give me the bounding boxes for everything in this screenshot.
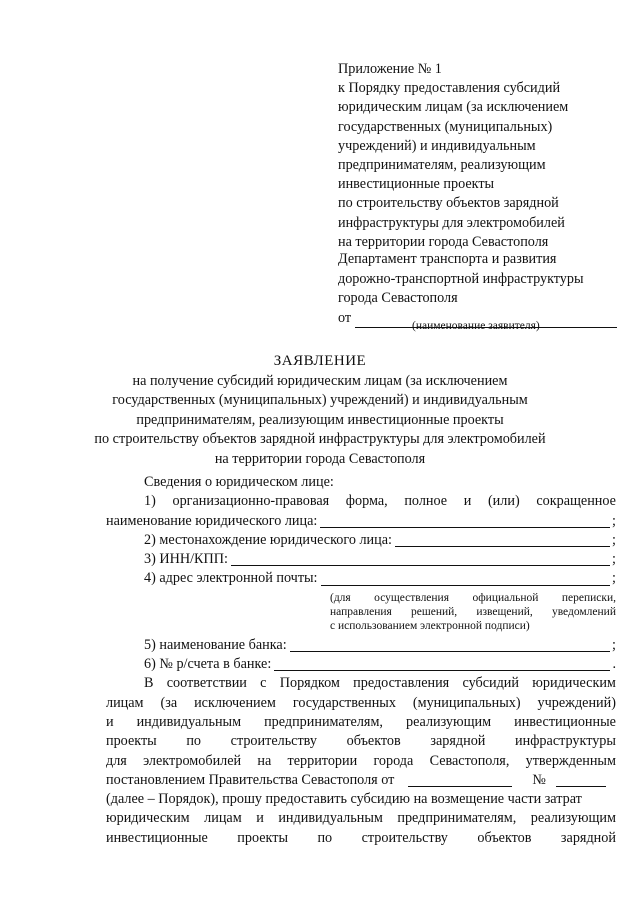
paragraph-line <box>106 732 616 751</box>
word: по <box>186 733 202 750</box>
word: соответствии <box>166 675 247 692</box>
document-title: ЗАЯВЛЕНИЕ <box>273 353 367 369</box>
word: проекты <box>106 733 157 750</box>
appendix-line: по строительству объектов зарядной <box>338 195 559 212</box>
word: решений, <box>411 605 458 618</box>
field-label: 5) наименование банка: <box>144 636 287 653</box>
subtitle-line: по строительству объектов зарядной инфраструктуры для электромобилей <box>94 431 546 448</box>
word: индивидуальным <box>278 810 383 827</box>
addressee-block <box>338 250 628 328</box>
word: лицам <box>204 810 242 827</box>
bank-name-field[interactable] <box>290 638 610 652</box>
subtitle-line: государственных (муниципальных) учреждений) и индивидуальным <box>112 392 528 409</box>
appendix-line: юридическим лицам (за исключением <box>338 99 569 116</box>
word: предоставления <box>353 675 450 692</box>
word: электромобилей <box>143 752 242 769</box>
word: (или) <box>487 493 520 510</box>
word: предпринимателям, <box>397 810 517 827</box>
field-label: наименование юридического лица: <box>106 512 318 529</box>
email-hint <box>106 591 616 633</box>
item-1-cont <box>106 512 616 531</box>
word: утвержденным <box>525 752 616 769</box>
field-label: 4) адрес электронной почты: <box>144 570 318 587</box>
word: полное <box>404 493 448 510</box>
word: исключением <box>194 694 276 711</box>
word: форма, <box>345 493 388 510</box>
addressee-line: дорожно-транспортной инфраструктуры <box>338 270 584 287</box>
paragraph-line <box>106 829 616 848</box>
word: осуществления <box>374 591 450 604</box>
word: зарядной <box>430 733 486 750</box>
addressee-line: города Севастополя <box>338 290 458 307</box>
word: объектов <box>477 829 532 846</box>
item-6 <box>106 655 616 674</box>
section-label-text: Сведения о юридическом лице: <box>144 474 334 490</box>
location-field[interactable] <box>395 533 610 547</box>
applicant-hint: (наименование заявителя) <box>412 320 540 332</box>
word: государственных <box>292 694 396 711</box>
appendix-line: на территории города Севастополя <box>338 233 549 250</box>
word: Севастополя, <box>429 752 510 769</box>
field-label: 2) местонахождение юридического лица: <box>144 531 392 548</box>
text: (далее – Порядок), прошу предоставить субсидию на возмещение части затрат <box>106 791 582 808</box>
word: (муниципальных) <box>412 694 521 711</box>
word: предпринимателям, <box>264 713 383 730</box>
word: объектов <box>346 733 401 750</box>
word: юридическим <box>532 675 616 692</box>
word: территории <box>287 752 358 769</box>
appendix-line: инфраструктуры для электромобилей <box>338 214 565 231</box>
decree-date-field[interactable] <box>408 773 512 787</box>
field-label: 6) № р/счета в банке: <box>144 656 272 673</box>
punct: ; <box>612 551 616 568</box>
addressee-line: Департамент транспорта и развития <box>338 251 557 267</box>
word: (для <box>330 591 351 604</box>
decree-number-field[interactable] <box>556 773 606 787</box>
paragraph-line <box>106 809 616 828</box>
word: с <box>260 675 267 692</box>
word: строительству <box>361 829 448 846</box>
word: организационно-правовая <box>172 493 330 510</box>
appendix-line: учреждений) и индивидуальным <box>338 137 536 154</box>
subtitle-line: на территории города Севастополя <box>214 450 426 467</box>
subtitle-line: предпринимателям, реализующим инвестиционные проекты <box>136 411 504 428</box>
word: юридическим <box>106 810 190 827</box>
appendix-line: к Порядку предоставления субсидий <box>338 80 561 97</box>
punct: ; <box>612 512 616 529</box>
appendix-line: Приложение № 1 <box>338 61 442 77</box>
paragraph-line <box>106 790 616 809</box>
item-4 <box>106 569 616 588</box>
paragraph-line <box>106 694 616 713</box>
document-subtitle <box>0 372 640 469</box>
inn-kpp-field[interactable] <box>231 552 610 566</box>
word: сокращенное <box>536 493 616 510</box>
word: инфраструктуры <box>515 733 616 750</box>
word: инвестиционные <box>514 713 616 730</box>
word: города <box>373 752 414 769</box>
punct: ; <box>612 531 616 548</box>
word: и <box>106 713 114 730</box>
appendix-line: инвестиционные проекты <box>338 176 495 193</box>
word: субсидий <box>462 675 519 692</box>
application-form <box>106 473 616 848</box>
field-label: 3) ИНН/КПП: <box>144 551 228 568</box>
word: учреждений) <box>537 694 616 711</box>
word: уведомлений <box>551 605 616 618</box>
word: В <box>144 675 154 692</box>
word: лицам <box>106 694 144 711</box>
hint-line: с использованием электронной подписи) <box>330 619 530 632</box>
word: направления <box>330 605 392 618</box>
word: по <box>317 829 333 846</box>
item-5 <box>106 636 616 655</box>
word: на <box>257 752 272 769</box>
from-label: от <box>338 309 352 326</box>
paragraph-line <box>106 752 616 771</box>
email-field[interactable] <box>321 572 611 586</box>
item-1-line <box>106 492 616 511</box>
paragraph-line <box>106 674 616 693</box>
appendix-line: государственных (муниципальных) <box>338 118 553 135</box>
punct: ; <box>612 570 616 587</box>
item-2 <box>106 531 616 550</box>
punct: . <box>612 656 616 673</box>
item-3 <box>106 550 616 569</box>
number-sign: № <box>532 771 546 788</box>
paragraph-line <box>106 713 616 732</box>
word: для <box>106 752 127 769</box>
word: Порядком <box>279 675 340 692</box>
word: строительству <box>230 733 317 750</box>
word: инвестиционные <box>106 829 208 846</box>
word: извещений, <box>476 605 533 618</box>
word: проекты <box>237 829 288 846</box>
paragraph-line <box>106 771 616 790</box>
word: и <box>256 810 264 827</box>
word: реализующим <box>530 810 616 827</box>
word: индивидуальным <box>136 713 242 730</box>
appendix-header <box>338 60 628 252</box>
section-label <box>106 473 616 492</box>
word: переписки, <box>561 591 616 604</box>
word: зарядной <box>560 829 616 846</box>
word: реализующим <box>405 713 492 730</box>
account-number-field[interactable] <box>274 657 610 671</box>
punct: ; <box>612 636 616 653</box>
subtitle-line: на получение субсидий юридическим лицам (за исключением <box>132 373 508 389</box>
word: 1) <box>144 493 156 510</box>
legal-name-field[interactable] <box>320 514 610 528</box>
word: официальной <box>472 591 539 604</box>
appendix-line: предпринимателям, реализующим <box>338 157 546 174</box>
text: постановлением Правительства Севастополя от <box>106 771 395 788</box>
word: и <box>463 493 472 510</box>
word: (за <box>160 694 178 711</box>
